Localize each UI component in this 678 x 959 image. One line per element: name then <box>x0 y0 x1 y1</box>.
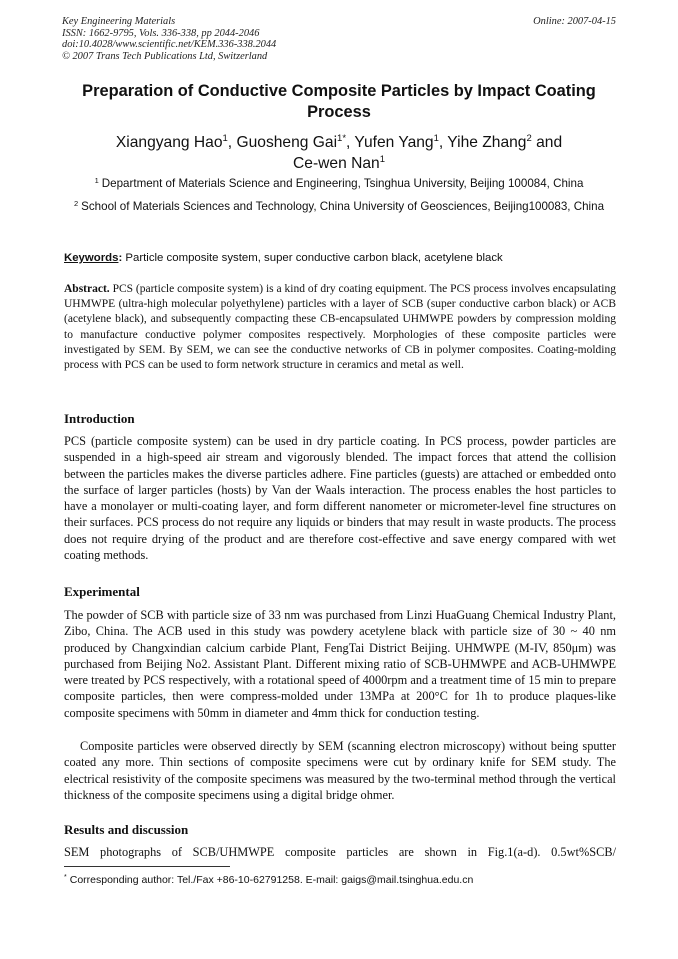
author-separator: and <box>531 134 563 151</box>
doi-line[interactable]: doi:10.4028/www.scientific.net/KEM.336-338.2044 <box>62 39 277 51</box>
affiliation-number: 1 <box>94 176 99 185</box>
abstract-text: PCS (particle composite system) is a kind of dry coating equipment. The PCS process involves encapsulating UHMWPE (ultra-high molecular polyethylene) particles with a layer of SCB (super conductive carbon black) or ACB (acetylene black), and subsequently compacting these CB-encapsulated UHMWPE powders by compression molding to manufacture conductive polymer composites respectively. Morphologies of these composite particles were investigated by SEM. By SEM, we can see the conductive networks of CB in polymer composites. Coating-molding process with PCS can be used to form network structure in ceramics and metal as well. <box>64 283 616 372</box>
journal-header <box>62 16 616 62</box>
author-name: Xiangyang Hao <box>115 134 223 151</box>
footnote-rule <box>64 866 230 867</box>
journal-name: Key Engineering Materials <box>62 16 176 27</box>
author-name: Yufen Yang <box>354 134 434 151</box>
online-date: Online: 2007-04-15 <box>533 16 616 27</box>
keywords-label: Keywords <box>64 252 119 264</box>
section-heading-introduction: Introduction <box>64 411 135 426</box>
section-heading-experimental: Experimental <box>64 584 140 599</box>
paper-title: Preparation of Conductive Composite Particles by Impact Coating Process <box>82 82 596 121</box>
author-name: Yihe Zhang <box>447 134 527 151</box>
keywords-colon: : <box>118 252 123 264</box>
author-name: Ce-wen Nan <box>293 155 380 172</box>
footnote <box>64 874 616 887</box>
author-affiliation-mark: 1 <box>433 133 439 144</box>
author-affiliation-mark: 1 <box>222 133 228 144</box>
author-name: Guosheng Gai <box>236 134 338 151</box>
copyright-line: © 2007 Trans Tech Publications Ltd, Switzerland <box>62 50 268 62</box>
keywords <box>64 251 616 265</box>
section-heading-results: Results and discussion <box>64 822 189 837</box>
affiliation-number: 2 <box>73 199 79 208</box>
author-separator: , <box>346 134 355 151</box>
abstract <box>64 282 616 373</box>
introduction-paragraph: PCS (particle composite system) can be used in dry particle coating. In PCS process, powder particles are suspended in a high-speed air stream and vigorously blended. The impact forces that attend the collision between the particles makes the diverse particles adhere. Fine particles (guests) are attached or embedded onto the surface of larger particles (hosts) by Van der Waals interaction. The process enables the host particles to have a monolayer or multi-coating layer, and form different nanometer or micrometer-level fine structures on their surfaces. PCS process do not require any liquids or binders that may result in waste products. The process does not require drying of the product and are therefore cost-effective and save energy compared with wet coating methods. <box>64 434 616 563</box>
affiliation-text: Department of Materials Science and Engineering, Tsinghua University, Beijing 100084, China <box>101 177 584 190</box>
author-affiliation-mark: 1 <box>379 154 385 165</box>
footnote-text: Corresponding author: Tel./Fax +86-10-62791258. E-mail: gaigs@mail.tsinghua.edu.cn <box>69 874 474 886</box>
keywords-text: Particle composite system, super conductive carbon black, acetylene black <box>122 252 503 264</box>
affiliation <box>62 200 616 215</box>
abstract-label: Abstract. <box>64 283 110 295</box>
affiliation <box>62 177 616 192</box>
author-affiliation-mark: 2 <box>526 133 532 144</box>
affiliation-text: School of Materials Sciences and Technology, China University of Geosciences, Beijing100083, China <box>81 200 605 213</box>
results-paragraph: SEM photographs of SCB/UHMWPE composite particles are shown in Fig.1(a-d). 0.5wt%SCB/ <box>64 845 616 859</box>
experimental-paragraph-1: The powder of SCB with particle size of 33 nm was purchased from Linzi HuaGuang Chemical Industry Plant, Zibo, China. The ACB used in this study was powdery acetylene black with particle size of 30 ~ 40 nm produced by Changxindian calcium carbide Plant, FengTai District Beijing. UHMWPE (M-IV, 850μm) was purchased from Beijing No2. Assistant Plant. Different mixing ratio of SCB-UHMWPE and ACB-UHMWPE were treated by PCS respectively, with a rotational speed of 4000rpm and a treatment time of 15 min to prepare composite particles, then were compress-molded under 13MPa at 200°C for 1h to produce plaques-like composite specimens with 50mm in diameter and 4mm thick for conduction testing. <box>64 608 616 720</box>
issn-line: ISSN: 1662-9795, Vols. 336-338, pp 2044-2046 <box>62 27 260 39</box>
author-list <box>62 132 616 174</box>
author-separator: , <box>438 134 448 151</box>
author-separator: , <box>227 134 237 151</box>
footnote-mark: * <box>64 874 67 881</box>
experimental-paragraph-2: Composite particles were observed directly by SEM (scanning electron microscopy) without being sputter coated any more. Thin sections of composite specimens were cut by ordinary knife for SEM study. The electrical resistivity of the composite specimens was measured by the two-terminal method through the vertical thickness of the composite specimens using a digital bridge ohmer. <box>64 739 616 802</box>
author-affiliation-mark: 1* <box>337 133 347 144</box>
